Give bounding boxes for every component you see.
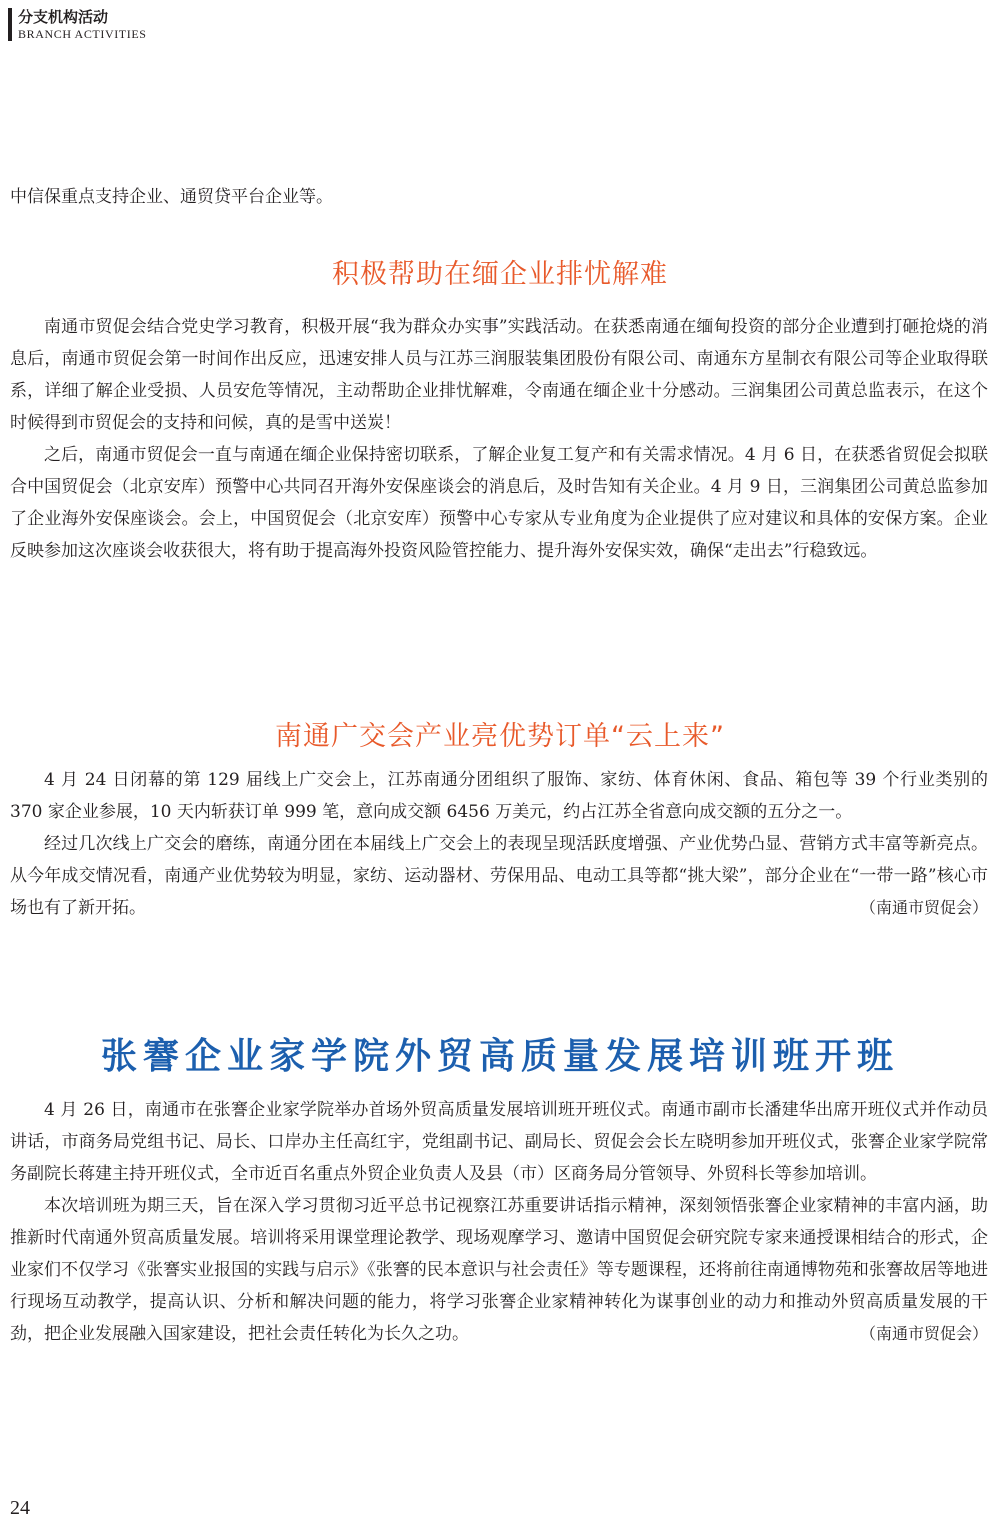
- header-title-en: BRANCH ACTIVITIES: [18, 27, 147, 41]
- section3-paragraph-2-text: 本次培训班为期三天，旨在深入学习贯彻习近平总书记视察江苏重要讲话指示精神，深刻领悟张謇企业家精神的丰富内涵，助推新时代南通外贸高质量发展。培训将采用课堂理论教学、现场观摩学习、邀请中国贸促会研究院专家来通授课相结合的形式，企业家们不仅学习《张謇实业报国的实践与启示》《张謇的民本意识与社会责任》等专题课程，还将前往南通博物苑和张謇故居等地进行现场互动教学，提高认识、分析和解决问题的能力，将学习张謇企业家精神转化为谋事创业的动力和推动外贸高质量发展的干劲，把企业发展融入国家建设，把社会责任转化为长久之功。: [10, 1196, 988, 1344]
- section3-heading: 张謇企业家学院外贸高质量发展培训班开班: [100, 1036, 899, 1077]
- section2-paragraph-2-text: 经过几次线上广交会的磨练，南通分团在本届线上广交会上的表现呈现活跃度增强、产业优势凸显、营销方式丰富等新亮点。从今年成交情况看，南通产业优势较为明显，家纺、运动器材、劳保用品、电动工具等都“挑大梁”，部分企业在“一带一路”核心市场也有了新开拓。: [10, 834, 988, 918]
- section3-paragraph-1: 4 月 26 日，南通市在张謇企业家学院举办首场外贸高质量发展培训班开班仪式。南通市副市长潘建华出席开班仪式并作动员讲话，市商务局党组书记、局长、口岸办主任高红宇，党组副书记、副局长、贸促会会长左晓明参加开班仪式，张謇企业家学院常务副院长蒋建主持开班仪式，全市近百名重点外贸企业负责人及县（市）区商务局分管领导、外贸科长等参加培训。: [10, 1100, 988, 1184]
- section3-body: [10, 1094, 988, 1350]
- page-number: 24: [10, 1497, 30, 1519]
- section2-heading: 南通广交会产业亮优势订单“云上来”: [275, 721, 725, 752]
- section3-source: （南通市贸促会）: [859, 1324, 988, 1343]
- section1-paragraph-2: 之后，南通市贸促会一直与南通在缅企业保持密切联系，了解企业复工复产和有关需求情况。4 月 6 日，在获悉省贸促会拟联合中国贸促会（北京安库）预警中心共同召开海外安保座谈会的消息后，及时告知有关企业。4 月 9 日，三润集团公司黄总监参加了企业海外安保座谈会。会上，中国贸促会（北京安库）预警中心专家从专业角度为企业提供了应对建议和具体的安保方案。企业反映参加这次座谈会收获很大，将有助于提高海外投资风险管控能力、提升海外安保实效，确保“走出去”行稳致远。: [10, 445, 988, 561]
- section1-paragraph-1: 南通市贸促会结合党史学习教育，积极开展“我为群众办实事”实践活动。在获悉南通在缅甸投资的部分企业遭到打砸抢烧的消息后，南通市贸促会第一时间作出反应，迅速安排人员与江苏三润服装集团股份有限公司、南通东方星制衣有限公司等企业取得联系，详细了解企业受损、人员安危等情况，主动帮助企业排忧解难，令南通在缅企业十分感动。三润集团公司黄总监表示，在这个时候得到市贸促会的支持和问候，真的是雪中送炭！: [10, 317, 988, 433]
- section2-paragraph-1: 4 月 24 日闭幕的第 129 届线上广交会上，江苏南通分团组织了服饰、家纺、体育休闲、食品、箱包等 39 个行业类别的 370 家企业参展，10 天内斩获订单 999 笔，意向成交额 6456 万美元，约占江苏全省意向成交额的五分之一。: [10, 770, 988, 822]
- section2-source: （南通市贸促会）: [859, 898, 988, 917]
- section2-body: [10, 764, 988, 924]
- section2-paragraph-2: [10, 828, 988, 924]
- section1-heading: 积极帮助在缅企业排忧解难: [332, 259, 668, 290]
- section3-paragraph-2: [10, 1190, 988, 1350]
- header-title-cn: 分支机构活动: [18, 8, 109, 26]
- section-header: [8, 8, 147, 41]
- intro-line: 中信保重点支持企业、通贸贷平台企业等。: [10, 187, 333, 207]
- section1-body: [10, 311, 988, 567]
